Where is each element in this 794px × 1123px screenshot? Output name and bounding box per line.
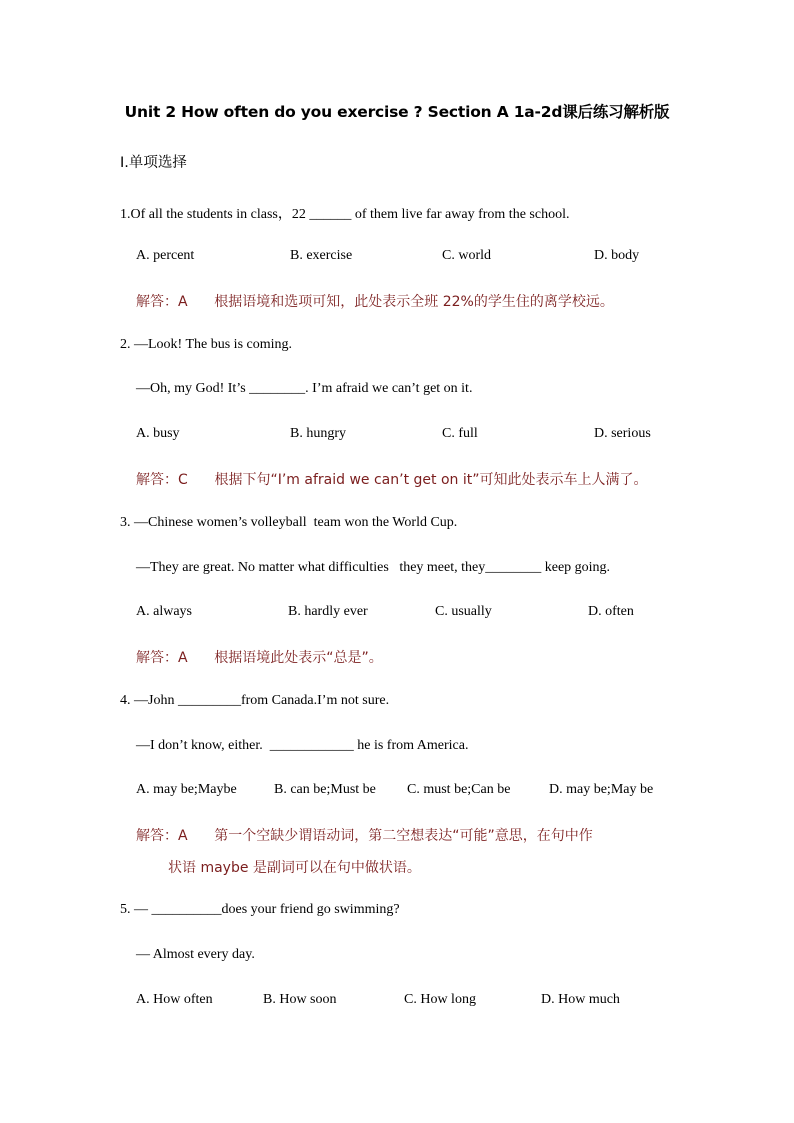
question-3-option-c: C. usually (435, 604, 492, 619)
page-title: Unit 2 How often do you exercise ? Section A 1a-2d课后练习解析版 (124, 103, 670, 121)
question-4-line2: —I don’t know, either. ____________ he is from America. (136, 738, 469, 753)
question-5-option-b: B. How soon (263, 992, 337, 1007)
question-4-option-b: B. can be;Must be (274, 782, 376, 797)
question-2-line2: —Oh, my God! It’s ________. I’m afraid we can’t get on it. (136, 381, 473, 396)
question-3-option-a: A. always (136, 604, 192, 619)
question-4-answer: 解答：A 第一个空缺少谓语动词，第二空想表达“可能”意思，在句中作 (136, 828, 593, 844)
question-1-option-b: B. exercise (290, 248, 353, 263)
section-heading: Ⅰ.单项选择 (120, 155, 187, 171)
question-2-option-d: D. serious (594, 426, 651, 441)
question-2-stem: 2. —Look! The bus is coming. (120, 337, 293, 352)
question-3-option-d: D. often (588, 604, 634, 619)
question-2-option-a: A. busy (136, 426, 180, 441)
question-1-option-c: C. world (442, 248, 491, 263)
question-3-line2: —They are great. No matter what difficulties they meet, they________ keep going. (136, 560, 611, 575)
question-3-answer: 解答：A 根据语境此处表示“总是”。 (136, 650, 383, 666)
question-4-stem: 4. —John _________from Canada.I’m not sure. (120, 693, 390, 708)
question-1-option-a: A. percent (136, 248, 195, 263)
question-5-option-a: A. How often (136, 992, 213, 1007)
question-5-stem: 5. — __________does your friend go swimming? (120, 902, 400, 917)
question-4-answer-continued: 状语 maybe 是副词可以在句中做状语。 (168, 860, 421, 876)
question-4-option-a: A. may be;Maybe (136, 782, 237, 797)
question-2-option-b: B. hungry (290, 426, 346, 441)
question-4-option-c: C. must be;Can be (407, 782, 511, 797)
question-5-option-d: D. How much (541, 992, 620, 1007)
question-5-option-c: C. How long (404, 992, 476, 1007)
question-4-option-d: D. may be;May be (549, 782, 654, 797)
question-2-option-c: C. full (442, 426, 478, 441)
question-1-stem: 1.Of all the students in class，22 ______ of them live far away from the school. (120, 207, 570, 222)
question-3-stem: 3. —Chinese women’s volleyball team won the World Cup. (120, 515, 458, 530)
question-1-option-d: D. body (594, 248, 640, 263)
question-3-option-b: B. hardly ever (288, 604, 368, 619)
question-1-answer: 解答：A 根据语境和选项可知，此处表示全班 22%的学生住的离学校远。 (136, 294, 614, 310)
question-5-line2: — Almost every day. (136, 947, 255, 962)
question-2-answer: 解答：C 根据下句“I’m afraid we can’t get on it”可知此处表示车上人满了。 (136, 472, 648, 488)
